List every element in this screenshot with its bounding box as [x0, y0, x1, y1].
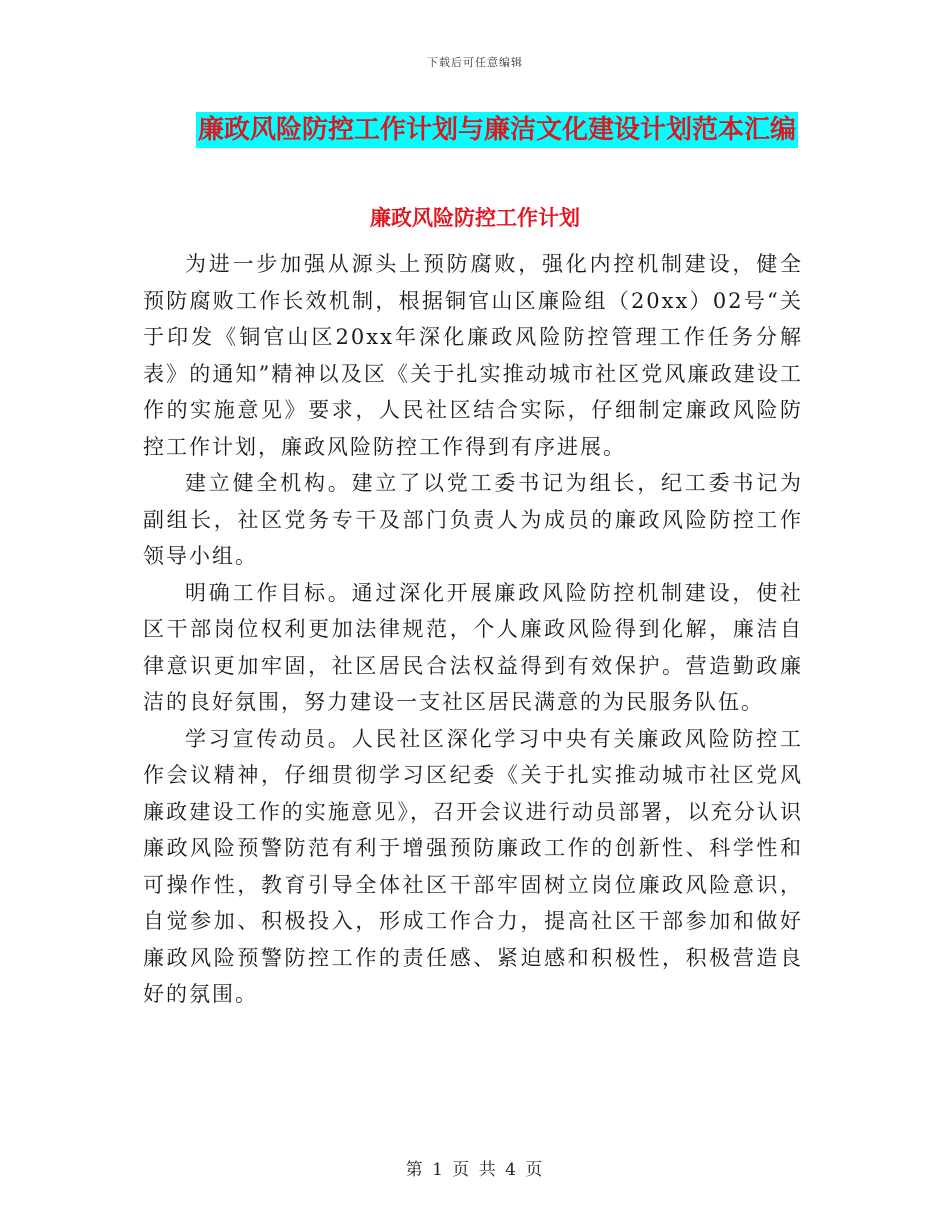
section-title: 廉政风险防控工作计划 — [370, 206, 580, 230]
paragraph-study: 学习宣传动员。人民社区深化学习中央有关廉政风险防控工作会议精神，仔细贯彻学习区纪委《关于扎实推动城市社区党风廉政建设工作的实施意见》，召开会议进行动员部署，以充分认识廉政风险预警防范有利于增强预防廉政工作的创新性、科学性和可操作性，教育引导全体社区干部牢固树立岗位廉政风险意识，自觉参加、积极投入，形成工作合力，提高社区干部参加和做好廉政风险预警防控工作的责任感、紧迫感和积极性，积极营造良好的氛围。 — [143, 726, 803, 1006]
document-title-container — [0, 112, 950, 148]
document-body — [143, 246, 803, 1013]
page-header-note: 下载后可任意编辑 — [427, 56, 523, 69]
paragraph-goals: 明确工作目标。通过深化开展廉政风险防控机制建设，使社区干部岗位权利更加法律规范，个人廉政风险得到化解，廉洁自律意识更加牢固，社区居民合法权益得到有效保护。营造勤政廉洁的良好氛围，努力建设一支社区居民满意的为民服务队伍。 — [143, 580, 803, 714]
paragraph-intro: 为进一步加强从源头上预防腐败，强化内控机制建设，健全预防腐败工作长效机制，根据铜官山区廉险组（20xx）02号“关于印发《铜官山区20xx年深化廉政风险防控管理工作任务分解表》的通知”精神以及区《关于扎实推动城市社区党风廉政建设工作的实施意见》要求，人民社区结合实际，仔细制定廉政风险防控工作计划，廉政风险防控工作得到有序进展。 — [143, 252, 803, 459]
page-number-footer: 第 1 页 共 4 页 — [405, 1160, 545, 1180]
document-title: 廉政风险防控工作计划与廉洁文化建设计划范本汇编 — [196, 112, 798, 148]
paragraph-organization: 建立健全机构。建立了以党工委书记为组长，纪工委书记为副组长，社区党务专干及部门负责人为成员的廉政风险防控工作领导小组。 — [143, 471, 803, 568]
